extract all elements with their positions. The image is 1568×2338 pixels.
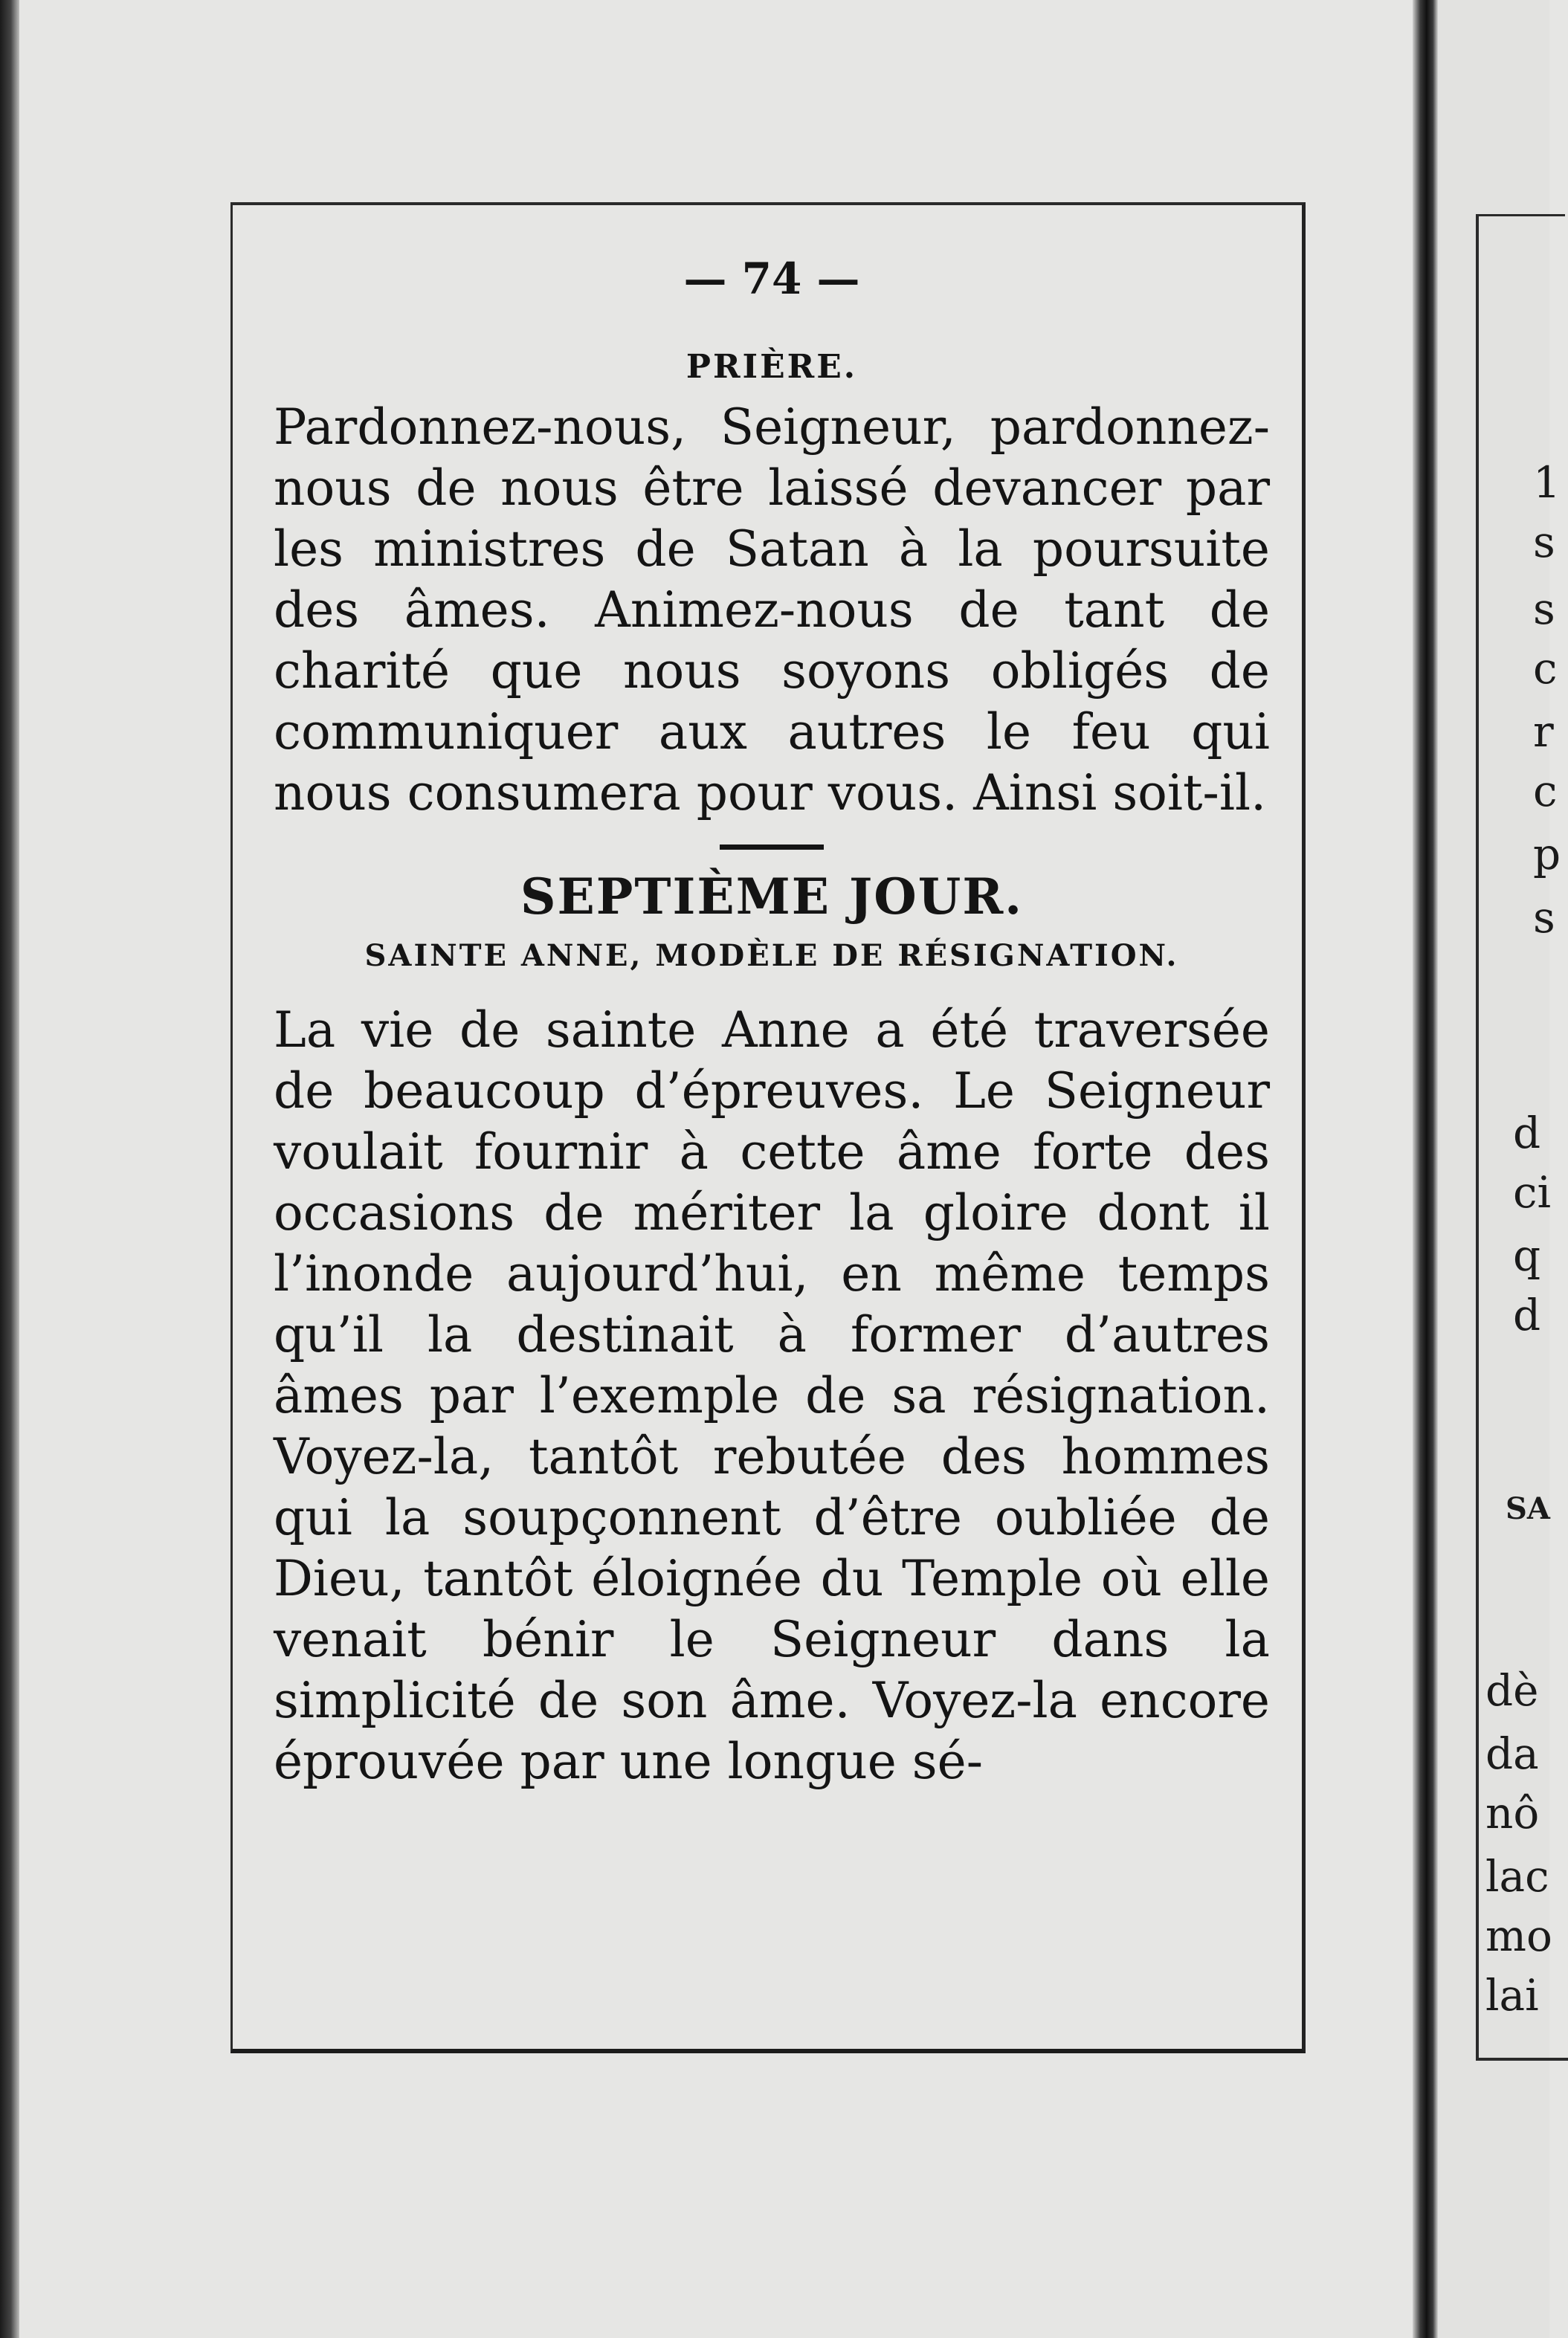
next-page-fragment: c (1533, 643, 1558, 694)
next-page-fragment: d (1513, 1108, 1541, 1158)
next-page-fragment: r (1533, 706, 1554, 757)
next-page-fragment: s (1533, 517, 1555, 567)
day-title: SEPTIÈME JOUR. (520, 868, 1024, 926)
next-page-fragment: dè (1485, 1665, 1539, 1716)
body-paragraph: La vie de sainte Anne a été traversée de beaucoup d’épreuves. Le Seigneur voulait fournir à cette âme forte des occasions de mériter la gloire dont il l’inonde aujourd’hui, en même temps qu’il la destinait à former d’autres âmes par l’exemple de sa résignation. Voyez-la, tantôt rebutée des hommes qui la soupçonnent d’être oubliée de Dieu, tantôt éloignée du Temple où elle venait bénir le Seigneur dans la simplicité de son âme. Voyez-la encore éprouvée par une longue sé- (274, 1001, 1270, 1790)
next-page-fragment: lai (1485, 1970, 1539, 2021)
next-page-fragment: da (1485, 1728, 1539, 1779)
next-page-fragment: SA (1506, 1491, 1550, 1526)
next-page-fragment: mo (1485, 1911, 1552, 1961)
next-page-fragment: d (1513, 1290, 1541, 1340)
page-content (274, 253, 1270, 1792)
next-page-fragment: c (1533, 766, 1558, 816)
next-page-fragment: s (1533, 584, 1555, 634)
next-page-fragment: ci (1513, 1167, 1552, 1218)
prayer-heading: PRIÈRE. (685, 348, 858, 386)
next-page-fragment: 1 (1533, 457, 1561, 508)
page-gutter (1413, 0, 1438, 2338)
next-page-fragment: s (1533, 892, 1555, 943)
book-binding-edge (0, 0, 19, 2338)
next-page-fragment: q (1513, 1230, 1541, 1281)
page-number: — 74 — (683, 254, 860, 304)
section-divider (720, 845, 824, 850)
day-subtitle: SAINTE ANNE, MODÈLE DE RÉSIGNATION. (364, 938, 1179, 973)
prayer-paragraph: Pardonnez-nous, Seigneur, pardonnez-nous de nous être laissé devancer par les ministres de Satan à la poursuite des âmes. Animez-nous de tant de charité que nous soyons obligés de communiquer aux autres le feu qui nous consumera pour vous. Ainsi soit-il. (274, 398, 1270, 821)
next-page-fragment: p (1533, 829, 1561, 879)
next-page-fragment: lac (1485, 1851, 1549, 1902)
next-page-fragment: nô (1485, 1788, 1540, 1838)
